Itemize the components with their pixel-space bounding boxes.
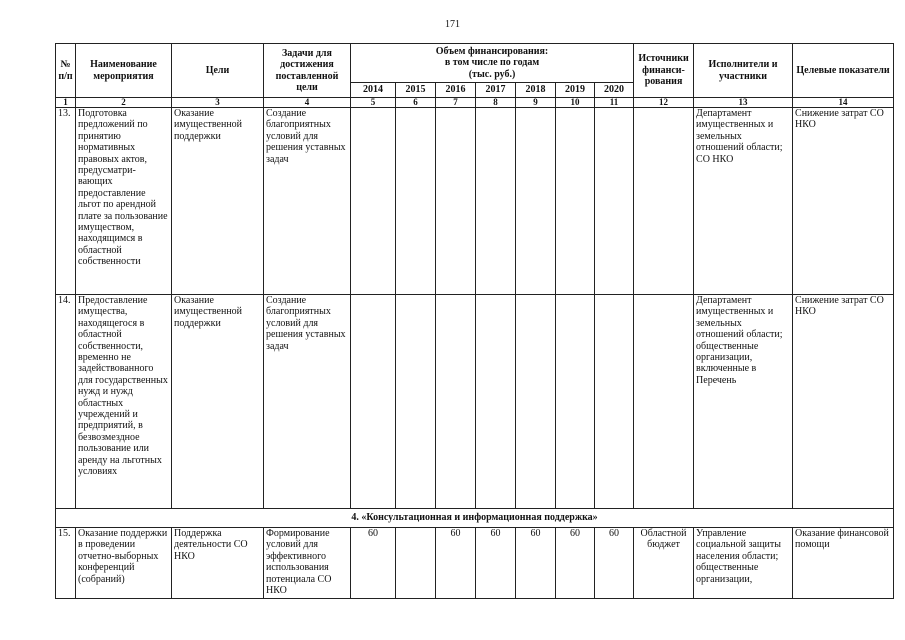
value-2016: 60	[436, 528, 476, 599]
funding-table	[55, 43, 894, 599]
value-2020	[595, 295, 634, 509]
row-target: Оказание финансовой помощи	[793, 528, 894, 599]
col-number: 4	[264, 98, 351, 108]
row-number: 14.	[56, 295, 76, 509]
row-number: 15.	[56, 528, 76, 599]
value-2020: 60	[595, 528, 634, 599]
col-number: 14	[793, 98, 894, 108]
header-name: Наименование мероприятия	[76, 44, 172, 98]
table-row	[56, 528, 894, 599]
value-2017	[476, 108, 516, 295]
value-2018	[516, 108, 556, 295]
value-2015	[396, 295, 436, 509]
row-executors: Департамент имущественных и земельных отношений области; общественные организации, включенные в Перечень	[694, 295, 793, 509]
col-number: 12	[634, 98, 694, 108]
value-2017	[476, 295, 516, 509]
value-2018: 60	[516, 528, 556, 599]
value-2019	[556, 108, 595, 295]
value-2014	[351, 295, 396, 509]
col-number: 11	[595, 98, 634, 108]
col-number: 1	[56, 98, 76, 108]
year-2014: 2014	[351, 83, 396, 98]
value-2017: 60	[476, 528, 516, 599]
column-numbers-row	[56, 98, 894, 108]
row-name: Подготовка предложений по принятию нормативных правовых актов, предусматри-вающих предоставление льгот по арендной плате за пользование имуществом, находящимся в областной собственности	[76, 108, 172, 295]
col-number: 5	[351, 98, 396, 108]
col-number: 2	[76, 98, 172, 108]
table-row	[56, 295, 894, 509]
table-row	[56, 108, 894, 295]
value-2014	[351, 108, 396, 295]
header-sources: Источники финанси-рования	[634, 44, 694, 98]
year-2016: 2016	[436, 83, 476, 98]
row-task: Формирование условий для эффективного использования потенциала СО НКО	[264, 528, 351, 599]
value-2020	[595, 108, 634, 295]
row-task: Создание благоприятных условий для решения уставных задач	[264, 295, 351, 509]
header-no: № п/п	[56, 44, 76, 98]
row-name: Предоставление имущества, находящегося в областной собственности, временно не задействованного для государственных нужд и нужд областных учреждений и предприятий, в безвозмездное пользование или аренду на льготных условиях	[76, 295, 172, 509]
row-source: Областной бюджет	[634, 528, 694, 599]
row-goal: Поддержка деятельности СО НКО	[172, 528, 264, 599]
col-number: 7	[436, 98, 476, 108]
section-row	[56, 509, 894, 528]
row-task: Создание благоприятных условий для решения уставных задач	[264, 108, 351, 295]
value-2014: 60	[351, 528, 396, 599]
value-2015	[396, 528, 436, 599]
col-number: 10	[556, 98, 595, 108]
header-targets: Целевые показатели	[793, 44, 894, 98]
row-name: Оказание поддержки в проведении отчетно-выборных конференций (собраний)	[76, 528, 172, 599]
header-row	[56, 44, 894, 83]
year-2020: 2020	[595, 83, 634, 98]
row-goal: Оказание имущественной поддержки	[172, 108, 264, 295]
year-2015: 2015	[396, 83, 436, 98]
page-number: 171	[445, 19, 460, 30]
col-number: 9	[516, 98, 556, 108]
col-number: 13	[694, 98, 793, 108]
year-2017: 2017	[476, 83, 516, 98]
value-2016	[436, 295, 476, 509]
header-funding: Объем финансирования: в том числе по годам (тыс. руб.)	[351, 44, 634, 83]
header-goals: Цели	[172, 44, 264, 98]
row-number: 13.	[56, 108, 76, 295]
col-number: 6	[396, 98, 436, 108]
header-tasks: Задачи для достижения поставленной цели	[264, 44, 351, 98]
col-number: 8	[476, 98, 516, 108]
row-source	[634, 108, 694, 295]
value-2015	[396, 108, 436, 295]
row-target: Снижение затрат СО НКО	[793, 295, 894, 509]
col-number: 3	[172, 98, 264, 108]
row-target: Снижение затрат СО НКО	[793, 108, 894, 295]
value-2016	[436, 108, 476, 295]
value-2018	[516, 295, 556, 509]
section-title: 4. «Консультационная и информационная поддержка»	[56, 509, 894, 528]
row-executors: Управление социальной защиты населения области; общественные организации,	[694, 528, 793, 599]
value-2019: 60	[556, 528, 595, 599]
row-source	[634, 295, 694, 509]
value-2019	[556, 295, 595, 509]
row-executors: Департамент имущественных и земельных отношений области; СО НКО	[694, 108, 793, 295]
year-2018: 2018	[516, 83, 556, 98]
header-executors: Исполнители и участники	[694, 44, 793, 98]
year-2019: 2019	[556, 83, 595, 98]
row-goal: Оказание имущественной поддержки	[172, 295, 264, 509]
